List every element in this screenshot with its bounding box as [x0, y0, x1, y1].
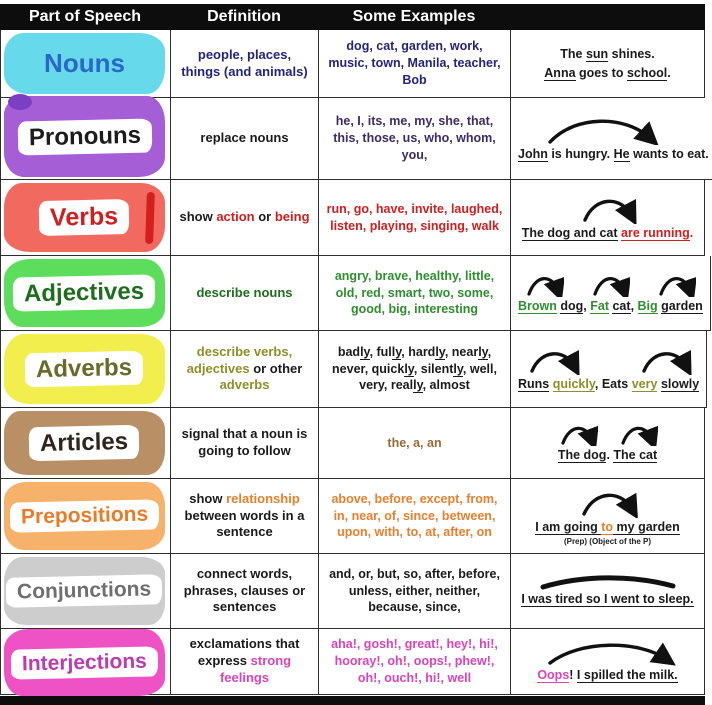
prepositions-examples: above, before, except, from, in, near, of, since, between, upon, with, to, at, after, on [331, 491, 498, 540]
pronouns-definition: replace nouns [200, 130, 289, 146]
articles-definition: signal that a noun is going to follow [181, 426, 308, 458]
adjectives-sentence: Brown dog, Fat cat, Big garden [518, 298, 703, 313]
nouns-definition: people, places, things (and animals) [181, 46, 308, 79]
articles-label: Articles [40, 428, 129, 457]
table-row-adjectives [0, 256, 705, 331]
table-row-conjunctions [0, 554, 705, 629]
nouns-sentence-line2: Anna goes to school. [544, 65, 671, 80]
header-definition: Definition [207, 8, 281, 25]
arc-arrow-icons [518, 345, 699, 375]
table-header-row [0, 4, 705, 30]
articles-sentence: The dog. The cat [557, 447, 658, 462]
interjections-sentence: Oops! I spilled the milk. [537, 668, 678, 683]
table-row-pronouns [0, 98, 709, 180]
articles-label-cell [1, 408, 171, 479]
articles-highlight-blob [4, 411, 165, 475]
arc-arrow-icon [518, 113, 709, 145]
adverbs-examples: badly, fully, hardly, nearly, never, quickly, silently, well, very, really, almost [332, 344, 497, 393]
verbs-examples: run, go, have, invite, laughed, listen, playing, singing, walk [326, 201, 503, 233]
prepositions-label-cell [1, 479, 171, 554]
prepositions-highlight-blob [4, 482, 165, 550]
adjectives-examples: angry, brave, healthy, little, old, red, smart, two, some, good, big, interesting [334, 268, 495, 317]
arc-arrow-icon [518, 638, 697, 666]
adjectives-definition: describe nouns [196, 284, 293, 300]
arc-arrow-icons [518, 422, 697, 446]
conjunctions-examples: and, or, but, so, after, before, unless, either, neither, because, since, [329, 566, 500, 615]
header-part-of-speech: Part of Speech [28, 8, 142, 25]
arc-arrow-icon [518, 486, 697, 518]
adverbs-sentence: Runs quickly, Eats very slowly [518, 376, 700, 391]
arc-flat-icon [518, 574, 697, 590]
adverbs-label-cell [1, 331, 171, 408]
adverbs-label: Adverbs [36, 353, 133, 384]
pronouns-examples: he, I, its, me, my, she, that, this, those, us, who, whom, you, [333, 114, 496, 162]
verbs-highlight-blob [4, 183, 165, 252]
interjections-label-cell [1, 629, 171, 695]
nouns-sentence-line1: The sun shines. [560, 47, 655, 62]
adverbs-highlight-blob [4, 334, 165, 404]
pronouns-sentence: John is hungry. He wants to eat. [518, 147, 709, 162]
prepositions-sentence: I am going to my garden [535, 519, 680, 534]
pronouns-label-cell [1, 98, 171, 180]
table-row-articles [0, 408, 705, 479]
adjectives-label-cell [1, 256, 171, 331]
verbs-label-cell [1, 180, 171, 256]
conjunctions-definition: connect words, phrases, clauses or sentences [183, 565, 306, 615]
table-row-interjections [0, 629, 705, 695]
arc-arrow-icon [518, 192, 697, 224]
header-some-examples: Some Examples [352, 8, 476, 25]
conjunctions-label: Conjunctions [17, 577, 152, 604]
table-row-nouns [0, 30, 705, 98]
nouns-highlight-blob [4, 33, 165, 94]
arc-arrow-icons [518, 271, 703, 297]
table-row-prepositions [0, 479, 705, 554]
verbs-label: Verbs [50, 202, 119, 232]
articles-examples: the, a, an [387, 435, 442, 450]
red-marker-stroke [145, 192, 155, 244]
interjections-label: Interjections [21, 649, 148, 675]
nouns-label: Nouns [44, 48, 125, 78]
interjections-highlight-blob [4, 629, 165, 696]
interjections-definition: exclamations that express strong feelings [189, 636, 300, 685]
prepositions-caption: (Prep) (Object of the P) [563, 537, 652, 547]
verbs-sentence: The dog and cat are running. [521, 226, 694, 241]
bottom-black-bar [0, 696, 705, 705]
nouns-label-cell [1, 30, 171, 98]
table-row-verbs [0, 180, 705, 256]
prepositions-label: Prepositions [20, 502, 149, 529]
conjunctions-sentence: I was tired so I went to sleep. [521, 591, 694, 606]
pronouns-highlight-blob [4, 96, 165, 177]
verbs-definition: show action or being [179, 209, 310, 225]
pronouns-label: Pronouns [28, 121, 141, 151]
prepositions-definition: show relationship between words in a sentence [184, 490, 305, 540]
conjunctions-label-cell [1, 554, 171, 629]
adjectives-label: Adjectives [24, 277, 145, 308]
nouns-examples: dog, cat, garden, work, music, town, Manila, teacher, Bob [328, 39, 501, 87]
adjectives-highlight-blob [4, 259, 165, 327]
interjections-examples: aha!, gosh!, great!, hey!, hi!, hooray!, oh!, oops!, phew!, oh!, ouch!, hi!, well [331, 637, 498, 685]
adverbs-definition: describe verbs, adjectives or other adverbs [186, 343, 303, 393]
conjunctions-highlight-blob [4, 557, 165, 625]
table-row-adverbs [0, 331, 705, 408]
